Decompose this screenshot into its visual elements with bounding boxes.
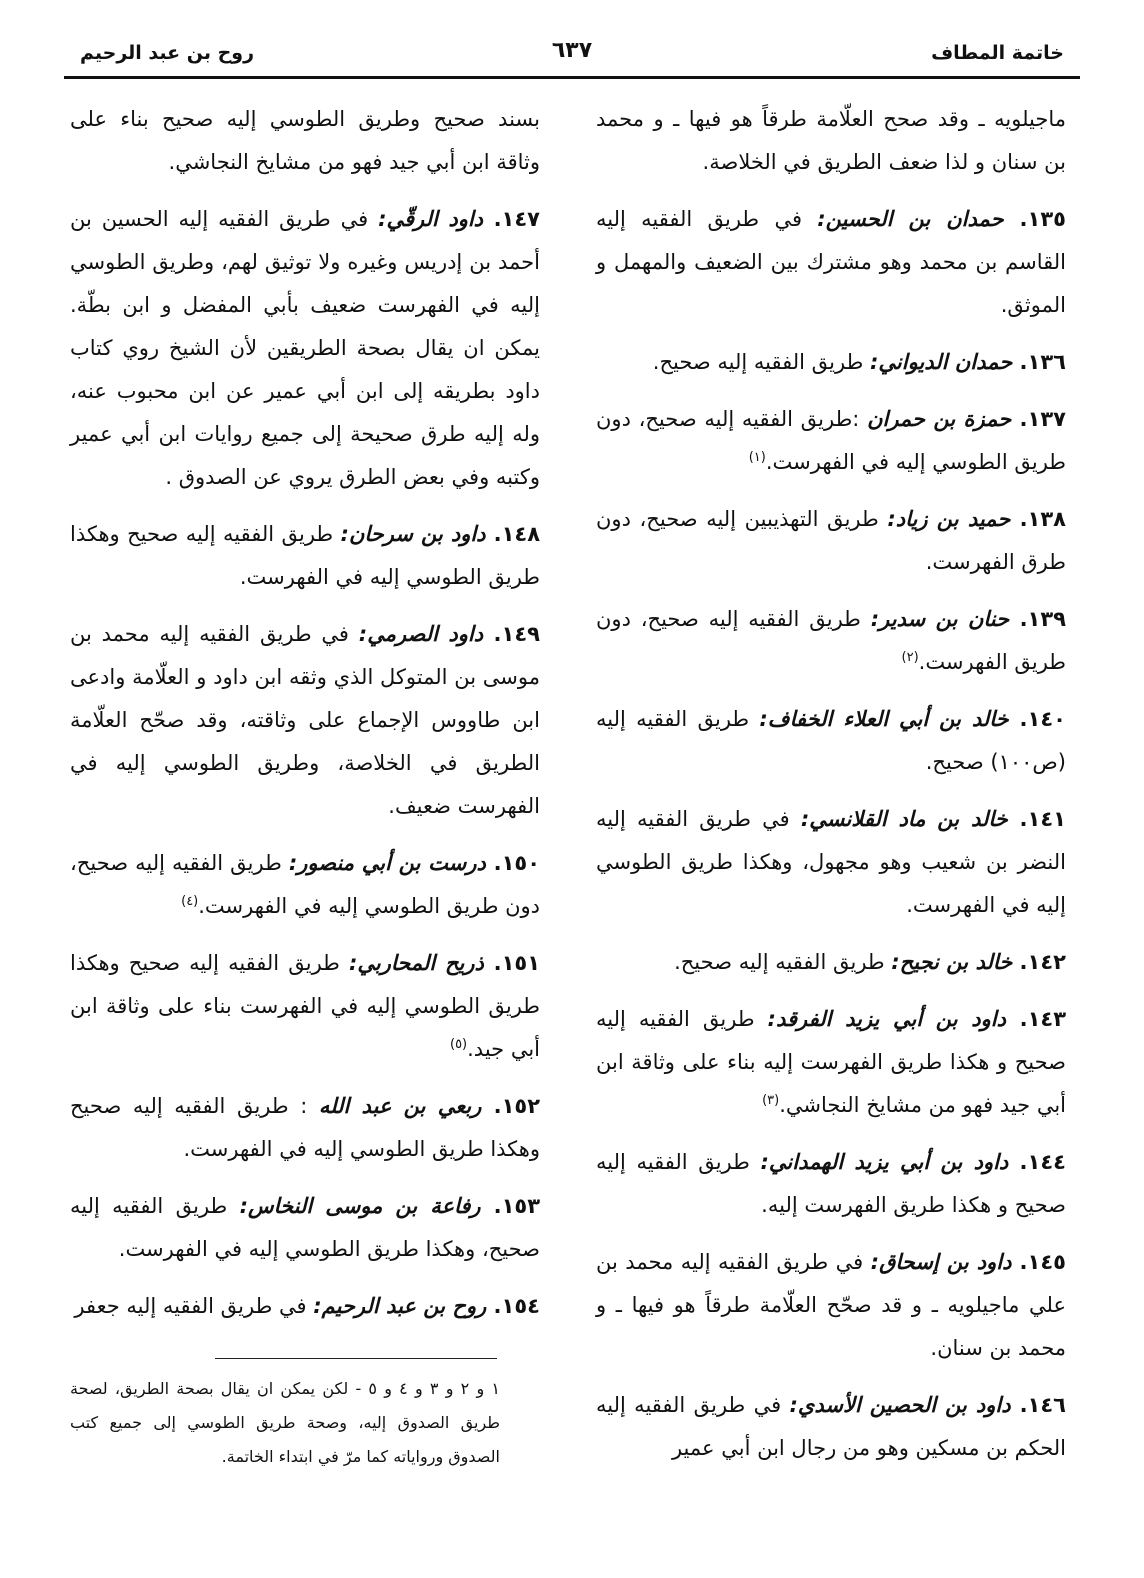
footnote-rule bbox=[215, 1358, 497, 1359]
entry-text: طريق الفقيه إليه صحيح، وهكذا طريق الطوسي إليه في الفهرست. bbox=[70, 1194, 540, 1261]
entry-number: ١٥٣. bbox=[480, 1194, 541, 1218]
entry-name: روح بن عبد الرحيم: bbox=[313, 1294, 487, 1318]
footnote-marker: (١) bbox=[748, 450, 766, 465]
entry-name: داود الرقّي: bbox=[378, 207, 484, 231]
entry-name: داود بن الحصين الأسدي: bbox=[789, 1393, 1011, 1417]
entry-text: طريق الفقيه إليه صحيح و هكذا طريق الفهرست إليه. bbox=[596, 1150, 1066, 1217]
entry-text: طريق الفقيه إليه صحيح. bbox=[674, 950, 892, 974]
entry-name: حمدان بن الحسين: bbox=[817, 207, 1004, 231]
entry bbox=[596, 1384, 1066, 1470]
entry-text: طريق التهذيبين إليه صحيح، دون طرق الفهرست. bbox=[596, 507, 1066, 574]
page-number: ٦٣٧ bbox=[551, 38, 593, 63]
entry-name: داود بن أبي يزيد الفرقد: bbox=[767, 1007, 1006, 1031]
entry-number: ١٤٦. bbox=[1010, 1393, 1066, 1417]
entry bbox=[596, 98, 1066, 184]
footnote-marker: (٥) bbox=[449, 1037, 468, 1052]
entry-text: طريق الفقيه إليه صحيح و هكذا طريق الفهرست إليه بناء على وثاقة ابن أبي جيد فهو من مشايخ النجاشي. bbox=[596, 1007, 1066, 1117]
entry-text: :طريق الفقيه إليه صحيح، دون طريق الطوسي إليه في الفهرست. bbox=[596, 407, 1066, 474]
entry-text: طريق الفقيه إليه صحيح. bbox=[652, 350, 870, 374]
entry bbox=[70, 513, 540, 599]
entry-number: ١٣٦. bbox=[1012, 350, 1066, 374]
right-column bbox=[596, 98, 1066, 1484]
entry-number: ١٤٨. bbox=[485, 522, 541, 546]
entry bbox=[596, 198, 1066, 327]
entry bbox=[70, 98, 540, 184]
entry bbox=[596, 398, 1066, 484]
entry-number: ١٤٢. bbox=[1012, 950, 1066, 974]
entry bbox=[596, 698, 1066, 784]
entry-number: ١٣٧. bbox=[1011, 407, 1066, 431]
entry-name: حمزة بن حمران bbox=[867, 407, 1012, 431]
entry bbox=[70, 198, 540, 499]
entry bbox=[596, 341, 1066, 384]
entry-text: ماجيلويه ـ وقد صحح العلّامة طرقاً هو فيها ـ و محمد بن سنان و لذا ضعف الطريق في الخلاصة. bbox=[596, 107, 1066, 174]
entry-text: في طريق الفقيه إليه محمد بن موسى بن المتوكل الذي وثقه ابن داود و العلّامة وادعى ابن طاووس الإجماع على وثاقته، وقد صحّح العلّامة الطريق في الخلاصة، وطريق الطوسي إليه في الفهرست ضعيف. bbox=[70, 622, 540, 818]
entry bbox=[596, 798, 1066, 927]
entry bbox=[596, 998, 1066, 1127]
left-column bbox=[70, 98, 540, 1342]
entry-name: داود بن إسحاق: bbox=[870, 1250, 1012, 1274]
entry-number: ١٤٥. bbox=[1011, 1250, 1066, 1274]
entry bbox=[70, 842, 540, 928]
entry-number: ١٣٩. bbox=[1009, 607, 1066, 631]
entry-text: : طريق الفقيه إليه صحيح وهكذا طريق الطوسي إليه في الفهرست. bbox=[70, 1094, 540, 1161]
entry-text: في طريق الفقيه إليه الحكم بن مسكين وهو من رجال ابن أبي عمير bbox=[596, 1393, 1066, 1460]
entry-name: حنان بن سدير: bbox=[870, 607, 1010, 631]
header-rule bbox=[64, 76, 1080, 79]
entry-number: ١٤٠. bbox=[1008, 707, 1066, 731]
entry-name: داود الصرمي: bbox=[358, 622, 484, 646]
entry bbox=[596, 1241, 1066, 1370]
running-head: روح بن عبد الرحيم bbox=[80, 42, 255, 64]
entry-text: في طريق الفقيه إليه الحسين بن أحمد بن إدريس وغيره ولا توثيق لهم، وطريق الطوسي إليه في الفهرست ضعيف بأبي المفضل و ابن بطّة. يمكن ان يقال بصحة الطريقين لأن الشيخ روي كتاب داود بطريقه إلى ابن أبي عمير عن ابن محبوب عنه، وله إليه طرق صحيحة إلى جميع روايات ابن أبي عمير وكتبه وفي بعض الطرق يروي عن الصدوق . bbox=[70, 207, 540, 489]
entry bbox=[70, 1185, 540, 1271]
entry bbox=[596, 498, 1066, 584]
footnote: ١ و ٢ و ٣ و ٤ و ٥ - لكن يمكن ان يقال بصحة الطريق، لصحة طريق الصدوق إليه، وصحة طريق الطوسي إلى جميع كتب الصدوق ورواياته كما مرّ في ابتداء الخاتمة. bbox=[70, 1379, 501, 1466]
entry-text: طريق الفقيه إليه صحيح وهكذا طريق الطوسي إليه في الفهرست. bbox=[70, 522, 540, 589]
entry-text: طريق الفقيه إليه صحيح، دون طريق الفهرست. bbox=[596, 607, 1066, 674]
entry-name: ربعي بن عبد الله bbox=[318, 1094, 482, 1118]
entry-name: حميد بن زياد: bbox=[887, 507, 1011, 531]
entry-number: ١٣٨. bbox=[1010, 507, 1066, 531]
entry bbox=[596, 1141, 1066, 1227]
entry bbox=[70, 1085, 540, 1171]
entry-number: ١٥٠. bbox=[485, 851, 541, 875]
entry-number: ١٤٧. bbox=[483, 207, 540, 231]
entry-text: طريق الفقيه إليه (ص١٠٠) صحيح. bbox=[596, 707, 1066, 774]
entry bbox=[70, 613, 540, 828]
entry-name: ذريح المحاربي: bbox=[349, 951, 484, 975]
entry-number: ١٤٩. bbox=[483, 622, 540, 646]
book-title: خاتمة المطاف bbox=[931, 42, 1064, 64]
entry-number: ١٤٣. bbox=[1005, 1007, 1067, 1031]
entry bbox=[596, 941, 1066, 984]
entry-name: داود بن سرحان: bbox=[340, 522, 486, 546]
footnote-marker: (٤) bbox=[181, 894, 199, 909]
entry-text: في طريق الفقيه إليه النضر بن شعيب وهو مجهول، وهكذا طريق الطوسي إليه في الفهرست. bbox=[596, 807, 1066, 917]
entry-number: ١٥١. bbox=[483, 951, 541, 975]
entry-number: ١٤١. bbox=[1007, 807, 1066, 831]
entry-text: طريق الفقيه إليه صحيح وهكذا طريق الطوسي إليه في الفهرست بناء على وثاقة ابن أبي جيد. bbox=[70, 951, 540, 1061]
entry bbox=[596, 598, 1066, 684]
entry-name: حمدان الديواني: bbox=[870, 350, 1013, 374]
entry-name: خالد بن ماد القلانسي: bbox=[800, 807, 1008, 831]
entry-text: بسند صحيح وطريق الطوسي إليه صحيح بناء على وثاقة ابن أبي جيد فهو من مشايخ النجاشي. bbox=[70, 107, 540, 174]
entry-text: في طريق الفقيه إليه جعفر bbox=[74, 1294, 314, 1318]
entry-number: ١٥٢. bbox=[481, 1094, 541, 1118]
page-header bbox=[60, 32, 1084, 72]
footnote-marker: (٢) bbox=[901, 650, 919, 665]
entry-name: درست بن أبي منصور: bbox=[288, 851, 486, 875]
entry-text: في طريق الفقيه إليه القاسم بن محمد وهو مشترك بين الضعيف والمهمل و الموثق. bbox=[596, 207, 1066, 317]
entry-number: ١٤٤. bbox=[1008, 1150, 1066, 1174]
footnote-marker: (٣) bbox=[762, 1093, 780, 1108]
entry-number: ١٥٤. bbox=[486, 1294, 540, 1318]
entry-text: طريق الفقيه إليه صحيح، دون طريق الطوسي إليه في الفهرست. bbox=[70, 851, 540, 918]
entry-name: داود بن أبي يزيد الهمداني: bbox=[760, 1150, 1009, 1174]
entry bbox=[70, 942, 540, 1071]
entry-text: في طريق الفقيه إليه محمد بن علي ماجيلويه ـ و قد صحّح العلّامة طرقاً هو فيها ـ و محمد بن سنان. bbox=[596, 1250, 1066, 1360]
entry-number: ١٣٥. bbox=[1003, 207, 1066, 231]
entry-name: خالد بن نجيح: bbox=[891, 950, 1013, 974]
entry-name: رفاعة بن موسى النخاس: bbox=[239, 1194, 481, 1218]
entry bbox=[70, 1285, 540, 1328]
entry-name: خالد بن أبي العلاء الخفاف: bbox=[759, 707, 1009, 731]
